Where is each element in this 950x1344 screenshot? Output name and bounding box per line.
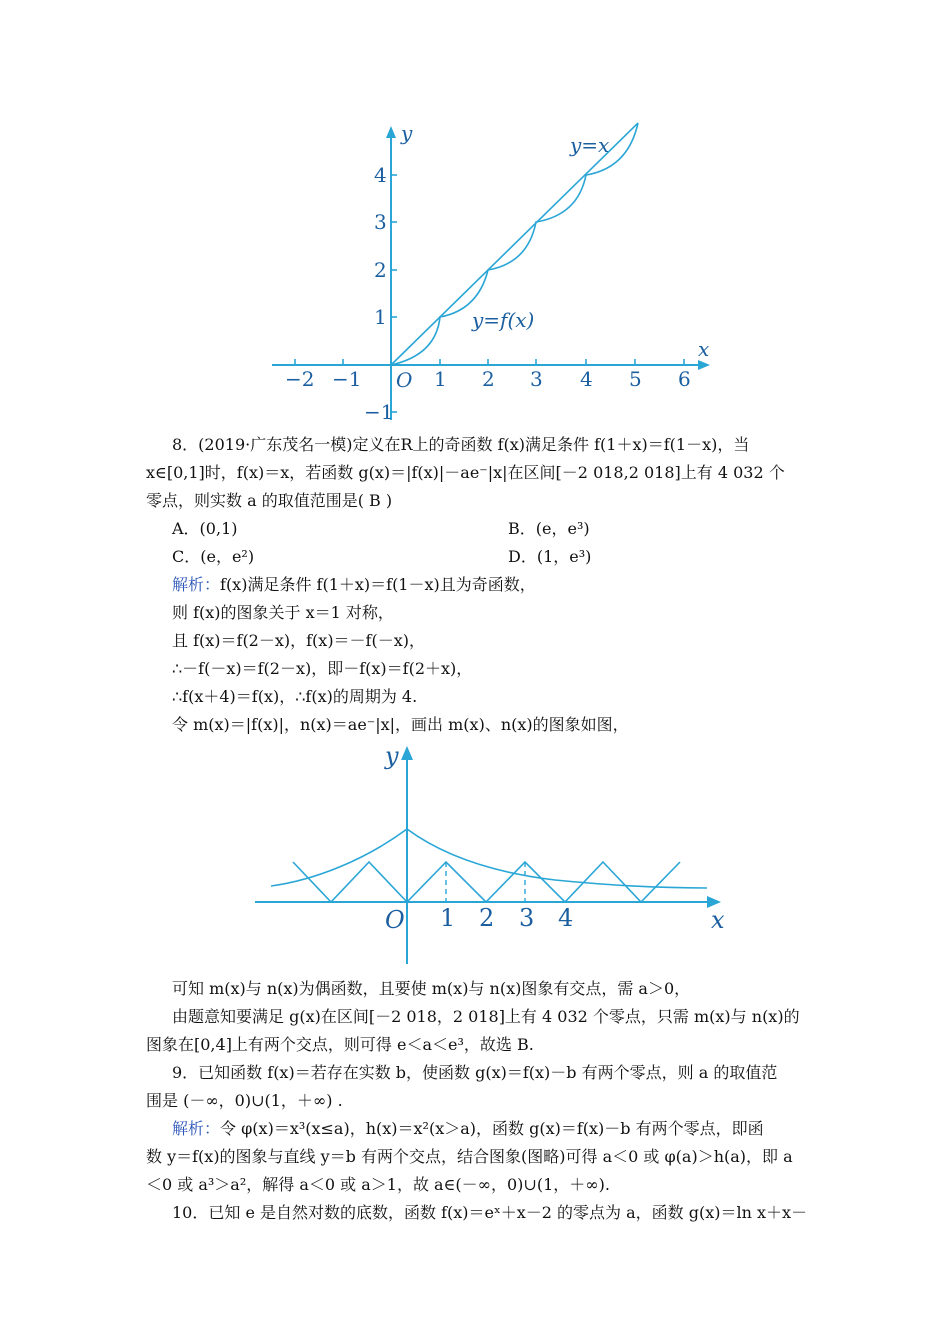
q9-solution-line-2: 数 y＝f(x)的图象与直线 y＝b 有两个交点，结合图象(图略)可得 a＜0 或 φ(a)＞h(a)，即 a bbox=[146, 1147, 793, 1166]
option-d: D．(1，e³) bbox=[508, 547, 592, 566]
figure-2-graph bbox=[255, 740, 730, 970]
y-tick-label: 3 bbox=[374, 210, 387, 234]
x-tick-label: 1 bbox=[434, 367, 447, 391]
solution-line-4: ∴－f(－x)＝f(2－x)，即－f(x)＝f(2＋x)， bbox=[172, 659, 473, 678]
q9-solution-line-1 bbox=[172, 1118, 764, 1140]
x-axis-label: x bbox=[711, 906, 725, 934]
q8-line-1: 8．(2019·广东茂名一模)定义在R上的奇函数 f(x)满足条件 f(1＋x)＝f(1－x)，当 bbox=[172, 435, 750, 454]
solution-line-2: 则 f(x)的图象关于 x＝1 对称， bbox=[172, 603, 394, 622]
q8-line-2: x∈[0,1]时，f(x)＝x，若函数 g(x)＝|f(x)|－ae⁻|x|在区间[－2 018,2 018]上有 4 032 个 bbox=[146, 463, 785, 482]
x-tick-label: 3 bbox=[519, 904, 535, 932]
solution-line-3: 且 f(x)＝f(2－x)，f(x)＝－f(－x)， bbox=[172, 631, 425, 650]
x-tick-label: −1 bbox=[332, 367, 362, 391]
solution-label: 解析： bbox=[172, 1119, 221, 1138]
x-tick-label: 4 bbox=[558, 904, 574, 932]
x-tick-label: −2 bbox=[285, 367, 315, 391]
origin-label: O bbox=[385, 906, 405, 934]
q9-solution-line-3: ＜0 或 a³＞a²，解得 a＜0 或 a＞1，故 a∈(－∞，0)∪(1，＋∞). bbox=[146, 1175, 610, 1194]
y-axis-label: y bbox=[401, 121, 413, 145]
option-b: B．(e，e³) bbox=[508, 519, 590, 538]
q8-line-3: 零点，则实数 a 的取值范围是( B ) bbox=[146, 491, 393, 510]
q9-line-1: 9．已知函数 f(x)＝若存在实数 b，使函数 g(x)＝f(x)－b 有两个零点，则 a 的取值范 bbox=[172, 1063, 778, 1082]
y-tick-label: 4 bbox=[374, 163, 387, 187]
y-axis-label: y bbox=[385, 742, 399, 770]
figure-1-graph bbox=[266, 120, 716, 432]
y-tick-label: 2 bbox=[374, 258, 387, 282]
option-a: A．(0,1) bbox=[172, 519, 238, 538]
x-tick-label: 3 bbox=[530, 367, 543, 391]
line-label: y=x bbox=[570, 133, 610, 157]
solution-line-1 bbox=[172, 574, 536, 596]
solution-line-8: 由题意知要满足 g(x)在区间[－2 018，2 018]上有 4 032 个零点，只需 m(x)与 n(x)的 bbox=[172, 1007, 800, 1026]
curve-label: y=f(x) bbox=[472, 308, 535, 332]
solution-line-9: 图象在[0,4]上有两个交点，则可得 e＜a＜e³，故选 B. bbox=[146, 1035, 534, 1054]
solution-label: 解析： bbox=[172, 575, 221, 594]
x-tick-label: 6 bbox=[678, 367, 691, 391]
origin-label: O bbox=[396, 368, 413, 392]
y-tick-label: 1 bbox=[374, 305, 387, 329]
solution-text: 令 φ(x)＝x³(x≤a)，h(x)＝x²(x＞a)，函数 g(x)＝f(x)－b 有两个零点，即函 bbox=[220, 1119, 764, 1138]
solution-text: f(x)满足条件 f(1＋x)＝f(1－x)且为奇函数， bbox=[220, 575, 536, 594]
solution-line-5: ∴f(x＋4)＝f(x)，∴f(x)的周期为 4. bbox=[172, 687, 418, 706]
x-tick-label: 1 bbox=[440, 904, 456, 932]
x-tick-label: 2 bbox=[479, 904, 495, 932]
x-tick-label: 4 bbox=[580, 367, 593, 391]
option-c: C．(e，e²) bbox=[172, 547, 255, 566]
x-axis-label: x bbox=[698, 337, 710, 361]
q9-line-2: 围是 (－∞，0)∪(1，＋∞) . bbox=[146, 1091, 343, 1110]
q10-line-1: 10．已知 e 是自然对数的底数，函数 f(x)＝eˣ＋x－2 的零点为 a，函数 g(x)＝ln x＋x－ bbox=[172, 1203, 808, 1222]
x-tick-label: 5 bbox=[629, 367, 642, 391]
x-tick-label: 2 bbox=[482, 367, 495, 391]
solution-line-6: 令 m(x)＝|f(x)|，n(x)＝ae⁻|x|，画出 m(x)、n(x)的图象如图， bbox=[172, 715, 629, 734]
solution-line-7: 可知 m(x)与 n(x)为偶函数，且要使 m(x)与 n(x)图象有交点，需 a＞0， bbox=[172, 979, 691, 998]
y-tick-label: −1 bbox=[364, 400, 394, 424]
